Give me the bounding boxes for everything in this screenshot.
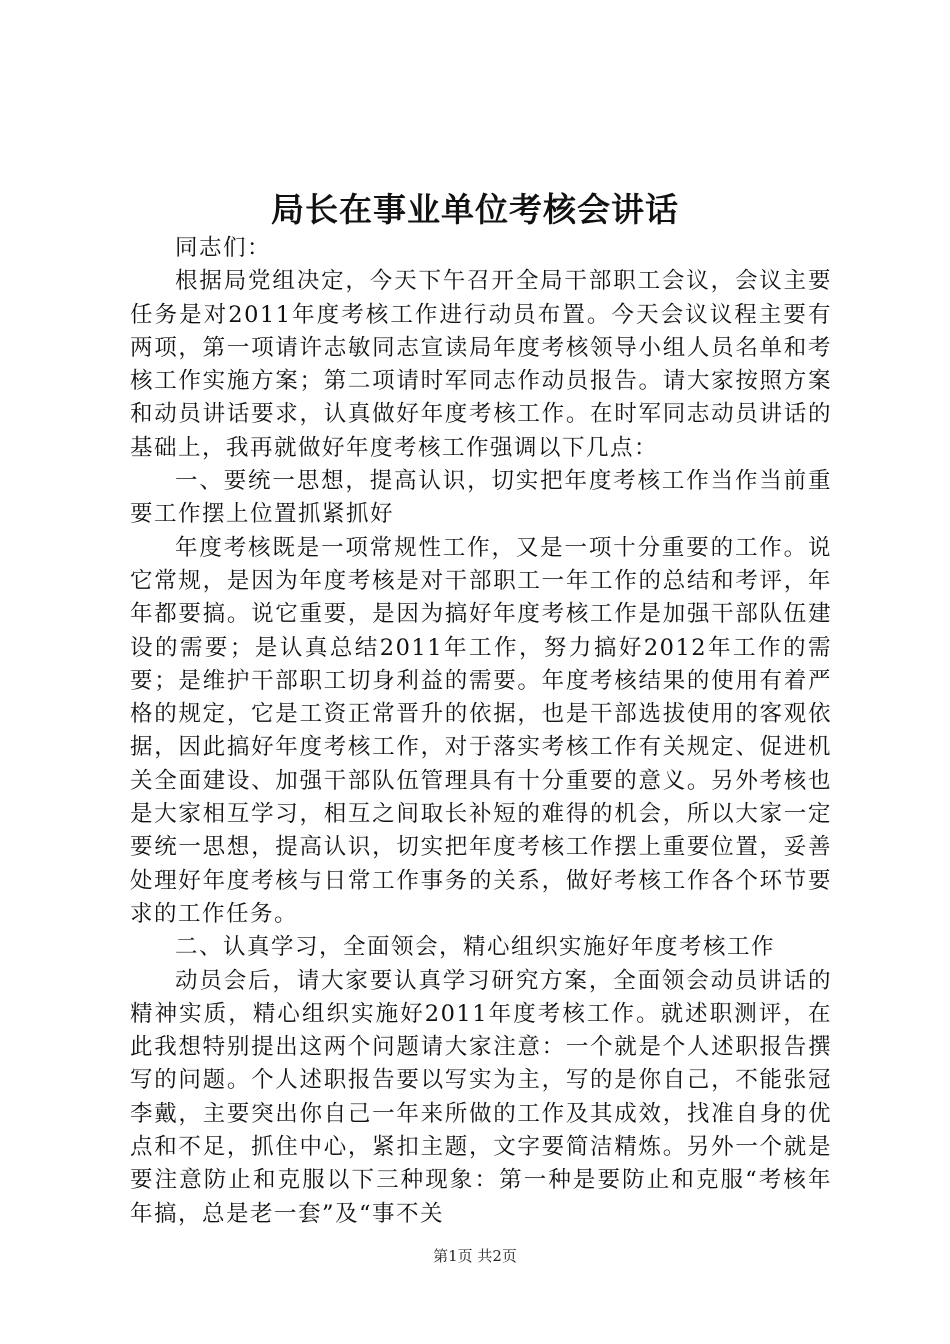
section-heading-1: 一、要统一思想，提高认识，切实把年度考核工作当作当前重要工作摆上位置抓紧抓好 <box>130 468 832 528</box>
paragraph-section-2: 动员会后，请大家要认真学习研究方案，全面领会动员讲话的精神实质，精心组织实施好2011年度考核工作。就述职测评，在此我想特别提出这两个问题请大家注意：一个就是个人述职报告撰写的问题。个人述职报告要以写实为主，写的是你自己，不能张冠李戴，主要突出你自己一年来所做的工作及其成效，找准自身的优点和不足，抓住中心，紧扣主题，文字要简洁精炼。另外一个就是要注意防止和克服以下三种现象：第一种是要防止和克服“考核年年搞，总是老一套”及“事不关 <box>130 967 832 1227</box>
document-body <box>130 232 832 1231</box>
paragraph-intro: 根据局党组决定，今天下午召开全局干部职工会议，会议主要任务是对2011年度考核工作进行动员布置。今天会议议程主要有两项，第一项请许志敏同志宣读局年度考核领导小组人员名单和考核工作实施方案；第二项请时军同志作动员报告。请大家按照方案和动员讲话要求，认真做好年度考核工作。在时军同志动员讲话的基础上，我再就做好年度考核工作强调以下几点： <box>130 268 832 461</box>
section-heading-2: 二、认真学习，全面领会，精心组织实施好年度考核工作 <box>175 934 776 961</box>
document-title: 局长在事业单位考核会讲话 <box>271 190 679 229</box>
salutation: 同志们： <box>175 235 272 261</box>
page-number-footer: 第1页 共2页 <box>433 1247 517 1265</box>
paragraph-section-1: 年度考核既是一项常规性工作，又是一项十分重要的工作。说它常规，是因为年度考核是对干部职工一年工作的总结和考评，年年都要搞。说它重要，是因为搞好年度考核工作是加强干部队伍建设的需要；是认真总结2011年工作，努力搞好2012年工作的需要；是维护干部职工切身利益的需要。年度考核结果的使用有着严格的规定，它是工资正常晋升的依据，也是干部选拔使用的客观依据，因此搞好年度考核工作，对于落实考核工作有关规定、促进机关全面建设、加强干部队伍管理具有十分重要的意义。另外考核也是大家相互学习，相互之间取长补短的难得的机会，所以大家一定要统一思想，提高认识，切实把年度考核工作摆上重要位置，妥善处理好年度考核与日常工作事务的关系，做好考核工作各个环节要求的工作任务。 <box>130 534 832 927</box>
